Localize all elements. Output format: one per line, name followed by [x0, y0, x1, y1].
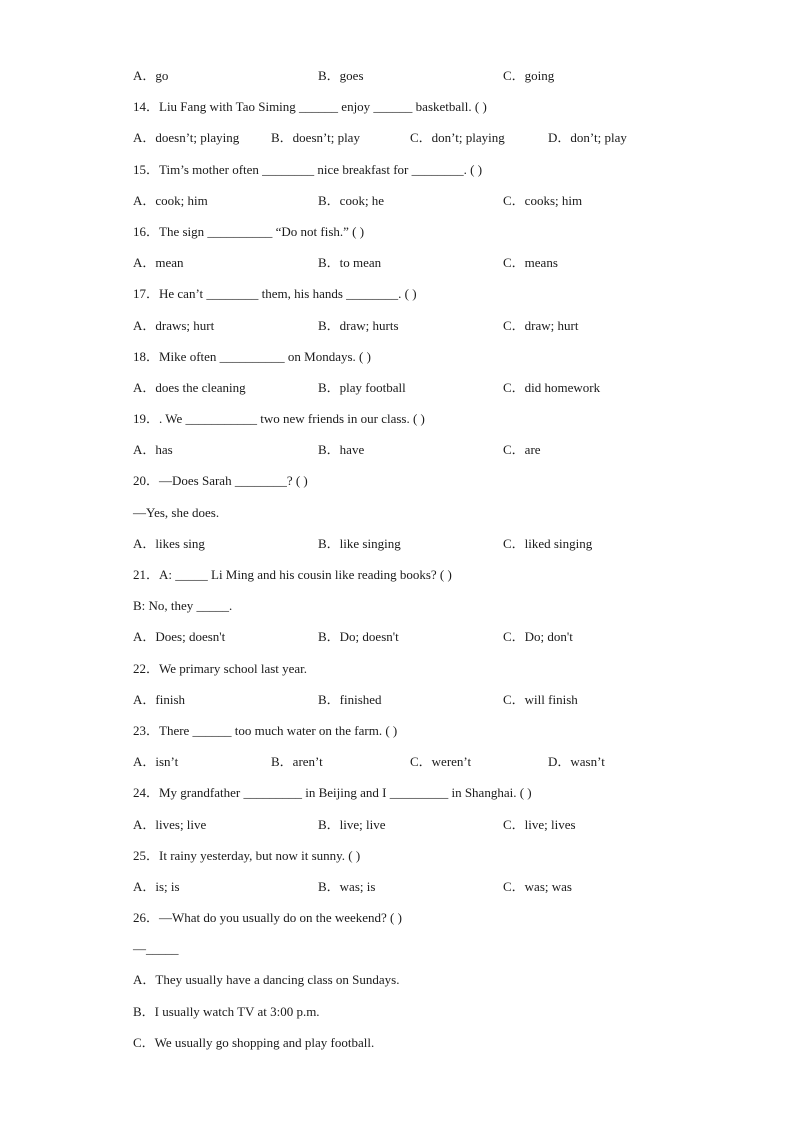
answer-option: B．was; is	[318, 878, 376, 894]
question-text: 18．Mike often __________ on Mondays. ( )	[133, 348, 371, 364]
answer-option: A．isn’t	[133, 754, 179, 770]
answer-option: C．draw; hurt	[503, 317, 579, 333]
answer-option: B．Do; doesn't	[318, 629, 399, 645]
answer-options-row	[133, 877, 693, 908]
question-text: 16．The sign __________ “Do not fish.” ( )	[133, 223, 365, 239]
answer-option: B．live; live	[318, 816, 386, 832]
answer-options-row	[133, 690, 693, 721]
answer-option: A．mean	[133, 255, 184, 271]
answer-option: A．doesn’t; playing	[133, 130, 240, 146]
answer-option: C．weren’t	[410, 754, 472, 770]
answer-option: A．cook; him	[133, 192, 208, 208]
answer-option: A．likes sing	[133, 535, 205, 551]
answer-option: C．Do; don't	[503, 629, 573, 645]
answer-option: A．draws; hurt	[133, 317, 215, 333]
answer-options-row	[133, 534, 693, 565]
answer-option: C．will finish	[503, 691, 578, 707]
answer-option: A．Does; doesn't	[133, 629, 226, 645]
question-text: B．I usually watch TV at 3:00 p.m.	[133, 1003, 320, 1019]
answer-option: C．liked singing	[503, 535, 593, 551]
answer-options-row	[133, 128, 693, 159]
answer-option: C．don’t; playing	[410, 130, 505, 146]
question-text: —Yes, she does.	[133, 504, 220, 520]
answer-options-row	[133, 378, 693, 409]
question-text: 21．A: _____ Li Ming and his cousin like reading books? ( )	[133, 567, 452, 582]
answer-options-row	[133, 316, 693, 347]
question-text: 24．My grandfather _________ in Beijing and I _________ in Shanghai. ( )	[133, 785, 532, 801]
answer-option: B．draw; hurts	[318, 317, 399, 333]
question-text: 25．It rainy yesterday, but now it sunny. ( )	[133, 847, 361, 863]
answer-option: B．finished	[318, 691, 382, 707]
worksheet-page	[133, 66, 693, 1064]
answer-option: A．is; is	[133, 878, 180, 894]
answer-option: C．means	[503, 255, 558, 271]
question-text: 23．There ______ too much water on the farm. ( )	[133, 722, 398, 738]
answer-option: D．don’t; play	[548, 130, 627, 146]
question-text: 17．He can’t ________ them, his hands ________. ( )	[133, 286, 417, 302]
answer-options-row	[133, 66, 693, 97]
question-text: 26．—What do you usually do on the weekend? ( )	[133, 910, 402, 926]
answer-option: D．wasn’t	[548, 754, 605, 770]
answer-option: A．lives; live	[133, 816, 207, 832]
question-text: 19．. We ___________ two new friends in our class. ( )	[133, 411, 425, 427]
answer-option: B．have	[318, 442, 365, 458]
question-text: —_____	[133, 941, 179, 957]
answer-option: A．has	[133, 442, 173, 458]
question-text: 14．Liu Fang with Tao Siming ______ enjoy ______ basketball. ( )	[133, 99, 487, 115]
answer-option: C．cooks; him	[503, 192, 583, 208]
answer-option: B．doesn’t; play	[271, 130, 360, 146]
answer-option: B．aren’t	[271, 754, 323, 770]
answer-option: C．was; was	[503, 878, 572, 894]
answer-options-row	[133, 440, 693, 471]
question-text: 20．—Does Sarah ________? ( )	[133, 473, 308, 489]
answer-option: B．like singing	[318, 535, 401, 551]
answer-option: C．live; lives	[503, 816, 576, 832]
question-text: 15．Tim’s mother often ________ nice breakfast for ________. ( )	[133, 161, 483, 177]
answer-option: B．goes	[318, 68, 364, 83]
answer-option: B．to mean	[318, 255, 382, 271]
answer-option: A．go	[133, 68, 169, 83]
answer-option: B．cook; he	[318, 192, 385, 208]
answer-option: A．does the cleaning	[133, 379, 246, 395]
answer-option: B．play football	[318, 379, 406, 395]
answer-option: C．going	[503, 68, 555, 83]
question-text: A．They usually have a dancing class on Sundays.	[133, 972, 400, 988]
answer-options-row	[133, 752, 693, 783]
answer-option: C．did homework	[503, 379, 601, 395]
answer-options-row	[133, 191, 693, 222]
question-text: C．We usually go shopping and play football.	[133, 1034, 375, 1050]
answer-options-row	[133, 815, 693, 846]
answer-options-row	[133, 627, 693, 658]
answer-option: C．are	[503, 442, 541, 458]
answer-option: A．finish	[133, 691, 186, 707]
question-text: B: No, they _____.	[133, 598, 233, 614]
question-text: 22．We primary school last year.	[133, 660, 308, 676]
answer-options-row	[133, 253, 693, 284]
